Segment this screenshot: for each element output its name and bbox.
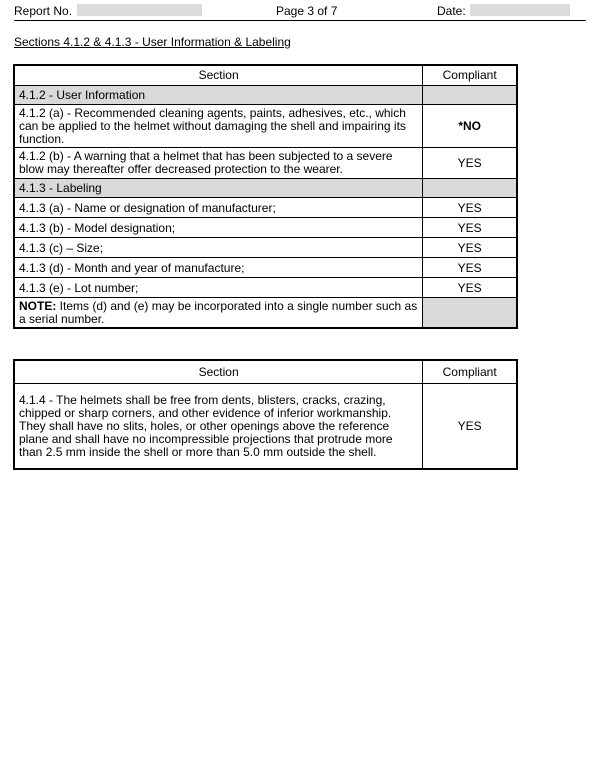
table-header-row — [14, 360, 517, 384]
note-text: Items (d) and (e) may be incorporated into a single number such as a serial number. — [19, 298, 418, 326]
compliant-cell: *NO — [423, 105, 517, 148]
section-column-header: Section — [14, 65, 423, 86]
table-row — [14, 105, 517, 148]
page-indicator: Page 3 of 7 — [276, 4, 338, 18]
workmanship-table — [13, 359, 518, 470]
section-cell: 4.1.2 - User Information — [14, 86, 423, 105]
section-cell: 4.1.3 (d) - Month and year of manufacture; — [14, 258, 423, 278]
table-row — [14, 179, 517, 198]
compliant-column-header: Compliant — [423, 65, 517, 86]
table-row — [14, 198, 517, 218]
section-cell: 4.1.3 (b) - Model designation; — [14, 218, 423, 238]
compliant-cell: YES — [423, 238, 517, 258]
compliant-cell: YES — [423, 384, 517, 470]
table-row — [14, 148, 517, 179]
table-row — [14, 258, 517, 278]
compliant-cell — [423, 86, 517, 105]
table-header-row — [14, 65, 517, 86]
compliant-cell: YES — [423, 278, 517, 298]
compliant-cell: YES — [423, 218, 517, 238]
note-label: NOTE: — [19, 298, 57, 313]
table-row — [14, 384, 517, 470]
compliant-cell: YES — [423, 258, 517, 278]
compliant-cell: YES — [423, 198, 517, 218]
section-column-header: Section — [14, 360, 423, 384]
note-row — [14, 298, 517, 329]
compliant-column-header: Compliant — [423, 360, 517, 384]
section-title: Sections 4.1.2 & 4.1.3 - User Information & Labeling — [14, 35, 291, 49]
report-number-label: Report No. — [14, 4, 73, 18]
compliant-cell: YES — [423, 148, 517, 179]
date-label: Date: — [437, 4, 466, 18]
note-compliant-cell — [423, 298, 517, 329]
section-cell: 4.1.3 (a) - Name or designation of manufacturer; — [14, 198, 423, 218]
section-cell: 4.1.2 (b) - A warning that a helmet that has been subjected to a severe blow may thereafter offer decreased protection to the wearer. — [14, 148, 423, 179]
redacted-report-number — [77, 4, 202, 16]
table-row — [14, 86, 517, 105]
section-cell: 4.1.3 (c) – Size; — [14, 238, 423, 258]
section-cell: 4.1.4 - The helmets shall be free from dents, blisters, cracks, crazing, chipped or sharp corners, and other evidence of inferior workmanship. They shall have no slits, holes, or other openings above the reference plane and shall have no incompressible projections that protrude more than 2.5 mm inside the shell or more than 5.0 mm outside the shell. — [14, 384, 423, 470]
section-cell: 4.1.3 - Labeling — [14, 179, 423, 198]
section-cell: 4.1.2 (a) - Recommended cleaning agents, paints, adhesives, etc., which can be applied to the helmet without damaging the shell and impairing its function. — [14, 105, 423, 148]
page-header — [14, 3, 586, 21]
redacted-date — [470, 4, 570, 16]
user-info-labeling-table — [13, 64, 518, 329]
section-cell: 4.1.3 (e) - Lot number; — [14, 278, 423, 298]
table-row — [14, 238, 517, 258]
note-cell — [14, 298, 423, 329]
compliant-cell — [423, 179, 517, 198]
table-row — [14, 278, 517, 298]
table-row — [14, 218, 517, 238]
